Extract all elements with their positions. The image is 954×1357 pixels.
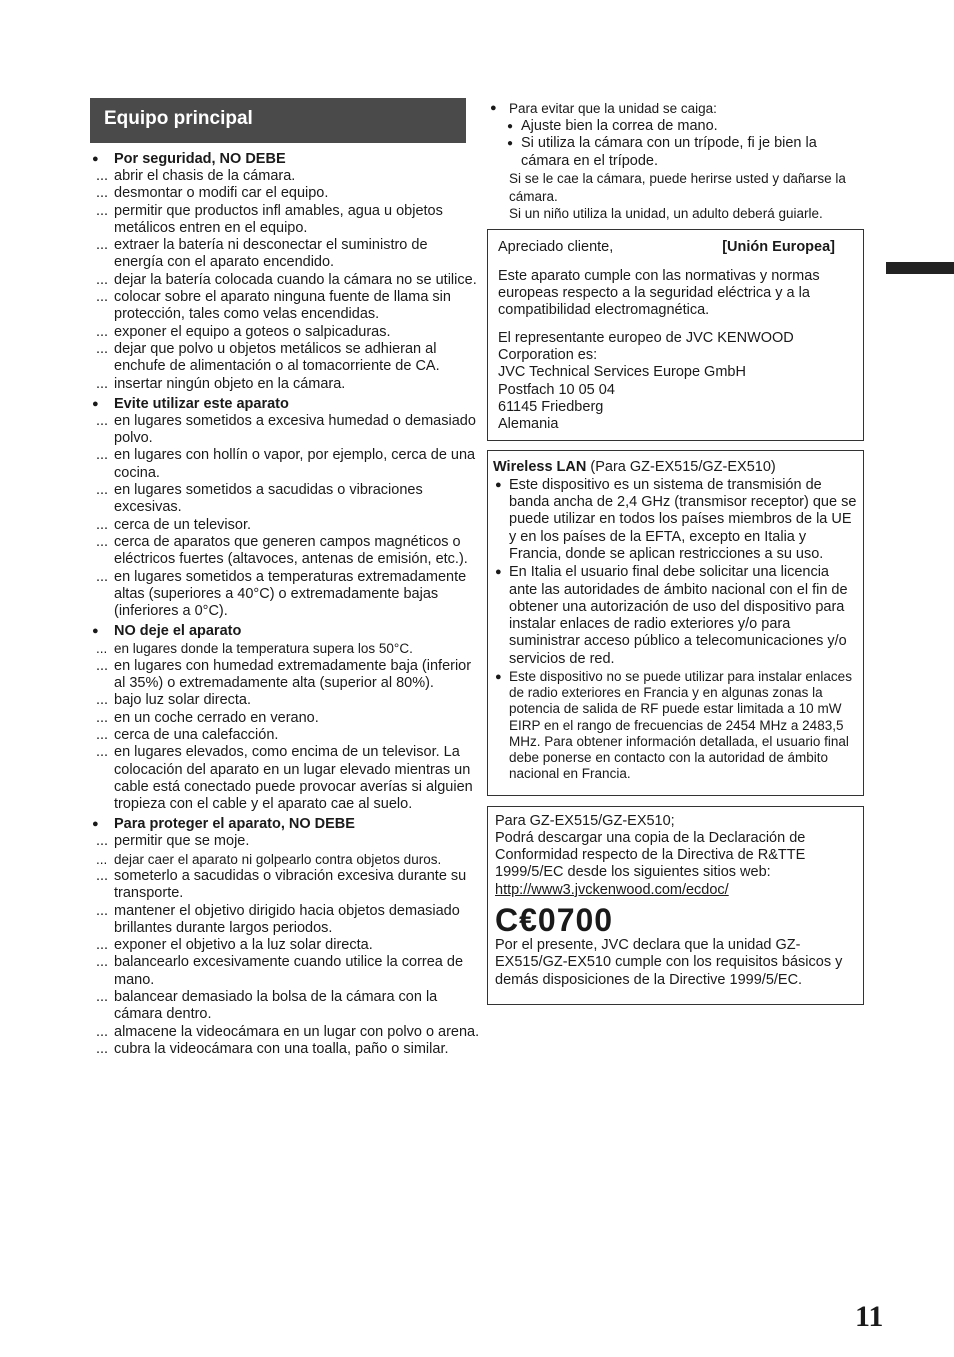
precaution-item: ... exponer el objetivo a la luz solar directa. xyxy=(90,937,480,954)
precaution-item: ... permitir que productos infl amables, agua u objetos metálicos entren en el equipo. xyxy=(90,203,480,238)
precaution-item: ... cerca de un televisor. xyxy=(90,517,480,534)
precaution-item: ... en lugares sometidos a temperaturas extremadamente altas (superiores a 40°C) o extremadamente bajas (inferiores a 0°C). xyxy=(90,569,480,621)
eu-address-line: Postfach 10 05 04 xyxy=(498,381,615,398)
declaration-statement: Por el presente, JVC declara que la unidad GZ-EX515/GZ-EX510 cumple con los requisitos básicos y demás disposiciones de la Directive 1999/5/EC. xyxy=(495,936,843,988)
precaution-section-title: ● Evite utilizar este aparato xyxy=(90,396,480,413)
precaution-item: ... dejar caer el aparato ni golpearlo contra objetos duros. xyxy=(90,851,480,868)
precaution-list xyxy=(90,413,480,621)
eu-compliance-text: Este aparato cumple con las normativas y normas europeas respecto a la seguridad eléctrica y a la compatibilidad electromagnética. xyxy=(498,267,820,319)
fall-prevention-note: Si un niño utiliza la unidad, un adulto deberá guiarle. xyxy=(509,206,823,221)
left-column xyxy=(90,98,480,1058)
wireless-lan-box xyxy=(487,450,864,796)
precaution-section xyxy=(90,151,480,393)
precaution-item: ... en lugares elevados, como encima de un televisor. La colocación del aparato en un lugar elevado mientras un cable está conectado puede provocar averías si alguien tropieza con el cable y el aparato cae al suelo. xyxy=(90,744,480,813)
precaution-item: ... exponer el equipo a goteos o salpicaduras. xyxy=(90,324,480,341)
precaution-list xyxy=(90,640,480,813)
precaution-item: ... balancear demasiado la bolsa de la cámara con la cámara dentro. xyxy=(90,989,480,1024)
precaution-item: ... almacene la videocámara en un lugar con polvo o arena. xyxy=(90,1024,480,1041)
wireless-lan-item: ● Este dispositivo es un sistema de transmisión de banda ancha de 2,4 GHz (transmisor receptor) que se puede utilizar en todos los países miembros de la UE y en los países de la EFTA, excepto en Italia y Francia, donde se aplican restricciones a su uso. xyxy=(493,477,858,563)
declaration-models: Para GZ-EX515/GZ-EX510; xyxy=(495,812,675,829)
declaration-link[interactable]: http://www3.jvckenwood.com/ecdoc/ xyxy=(495,881,729,898)
precaution-item: ... permitir que se moje. xyxy=(90,833,480,850)
side-tab-marker xyxy=(886,262,954,274)
wireless-lan-item: ● En Italia el usuario final debe solicitar una licencia ante las autoridades de ámbito nacional con el fin de obtener una autorización de uso del dispositivo para instalar enlaces de radio exteriores y/o para suministrar acceso público a telecomunicaciones y/o servicios de red. xyxy=(493,564,858,668)
wireless-lan-heading xyxy=(493,459,858,476)
declaration-text: Podrá descargar una copia de la Declaración de Conformidad respecto de la Directiva de R&TTE 1999/5/EC desde los siguientes sitios web: xyxy=(495,829,806,881)
wireless-lan-item: ● Este dispositivo no se puede utilizar para instalar enlaces de radio exteriores en Francia y en algunas zonas la potencia de salida de RF puede estar limitada a 10 mW EIRP en el rango de frecuencias de 2454 MHz a 2483,5 MHz. Para obtener información detallada, el usuario final debe ponerse en contacto con la autoridad de ámbito nacional en Francia. xyxy=(493,669,858,782)
section-header: Equipo principal xyxy=(90,98,466,143)
precaution-item: ... desmontar o modifi car el equipo. xyxy=(90,185,480,202)
precaution-item: ... mantener el objetivo dirigido hacia objetos demasiado brillantes durante largos periodos. xyxy=(90,903,480,938)
precaution-item: ... en lugares donde la temperatura supera los 50°C. xyxy=(90,640,480,657)
fall-prevention-note: Si se le cae la cámara, puede herirse usted y dañarse la cámara. xyxy=(509,171,846,204)
precaution-item: ... en lugares sometidos a excesiva humedad o demasiado polvo. xyxy=(90,413,480,448)
eu-greeting: Apreciado cliente, xyxy=(498,238,614,255)
fall-prevention-title: ● Para evitar que la unidad se caiga: xyxy=(487,100,865,118)
fall-prevention-item: ● Ajuste bien la correa de mano. xyxy=(487,118,865,136)
precaution-item: ... cerca de aparatos que generen campos magnéticos o eléctricos fuertes (altavoces, antenas de emisión, etc.). xyxy=(90,534,480,569)
left-sections xyxy=(90,151,480,1058)
precaution-item: ... en lugares sometidos a sacudidas o vibraciones excesivas. xyxy=(90,482,480,517)
eu-notice-box xyxy=(487,229,864,441)
precaution-section-title: ● Por seguridad, NO DEBE xyxy=(90,151,480,168)
precaution-item: ... cerca de una calefacción. xyxy=(90,727,480,744)
fall-prevention-item: ● Si utiliza la cámara con un trípode, fi je bien la cámara en el trípode. xyxy=(487,135,865,170)
eu-address-line: JVC Technical Services Europe GmbH xyxy=(498,364,746,381)
eu-address-line: Alemania xyxy=(498,416,559,433)
precaution-item: ... someterlo a sacudidas o vibración excesiva durante su transporte. xyxy=(90,868,480,903)
precaution-item: ... insertar ningún objeto en la cámara. xyxy=(90,376,480,393)
precaution-item: ... extraer la batería ni desconectar el suministro de energía con el aparato encendido. xyxy=(90,237,480,272)
precaution-section xyxy=(90,396,480,621)
eu-representative-intro: El representante europeo de JVC KENWOOD Corporation es: xyxy=(498,329,794,363)
precaution-section xyxy=(90,816,480,1058)
precaution-item: ... cubra la videocámara con una toalla, paño o similar. xyxy=(90,1041,480,1058)
precaution-item: ... abrir el chasis de la cámara. xyxy=(90,168,480,185)
ce-mark-logo: C€0700 xyxy=(495,901,614,938)
wireless-lan-title: Wireless LAN xyxy=(493,458,587,475)
fall-prevention-notes xyxy=(487,100,865,223)
wireless-lan-models: (Para GZ-EX515/GZ-EX510) xyxy=(590,458,776,475)
precaution-section xyxy=(90,623,480,813)
precaution-section-title: ● NO deje el aparato xyxy=(90,623,480,640)
precaution-list xyxy=(90,168,480,393)
eu-address-line: 61145 Friedberg xyxy=(498,398,604,415)
right-column xyxy=(487,100,865,1005)
precaution-section-title: ● Para proteger el aparato, NO DEBE xyxy=(90,816,480,833)
precaution-list xyxy=(90,833,480,1058)
declaration-box xyxy=(487,806,864,1005)
precaution-item: ... colocar sobre el aparato ninguna fuente de llama sin protección, tales como velas encendidas. xyxy=(90,289,480,324)
precaution-item: ... en un coche cerrado en verano. xyxy=(90,710,480,727)
eu-notice-header xyxy=(498,239,853,256)
eu-region: [Unión Europea] xyxy=(722,238,835,255)
precaution-item: ... dejar la batería colocada cuando la cámara no se utilice. xyxy=(90,272,480,289)
precaution-item: ... en lugares con hollín o vapor, por ejemplo, cerca de una cocina. xyxy=(90,447,480,482)
precaution-item: ... en lugares con humedad extremadamente baja (inferior al 35%) o extremadamente alta (superior al 80%). xyxy=(90,658,480,693)
precaution-item: ... balancearlo excesivamente cuando utilice la correa de mano. xyxy=(90,954,480,989)
precaution-item: ... bajo luz solar directa. xyxy=(90,692,480,709)
precaution-item: ... dejar que polvo u objetos metálicos se adhieran al enchufe de alimentación o al tomacorriente de CA. xyxy=(90,341,480,376)
page-number: 11 xyxy=(855,1300,884,1333)
